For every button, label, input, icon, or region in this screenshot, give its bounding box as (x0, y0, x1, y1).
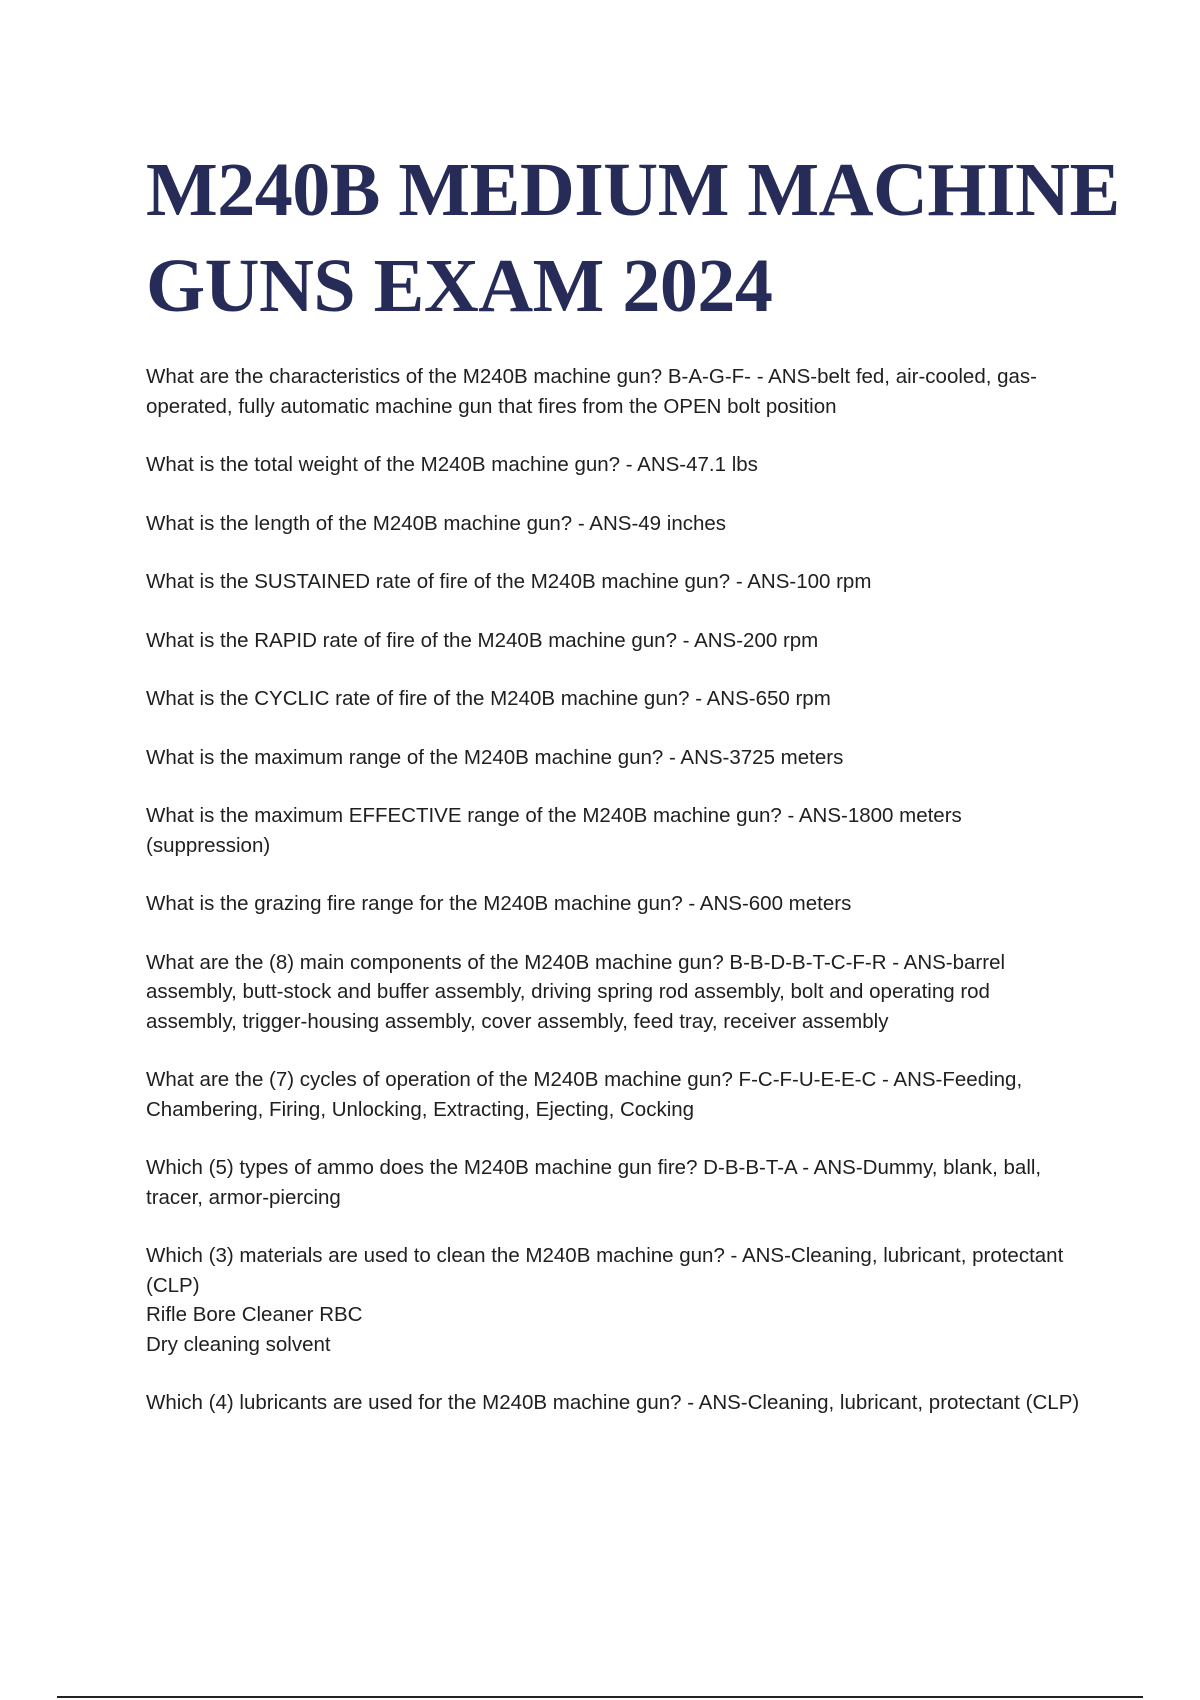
qa-item: Which (4) lubricants are used for the M240B machine gun? - ANS-Cleaning, lubricant, protectant (CLP) (146, 1391, 1080, 1414)
qa-item: What is the SUSTAINED rate of fire of the M240B machine gun? - ANS-100 rpm (146, 570, 872, 593)
qa-item: What is the maximum EFFECTIVE range of the M240B machine gun? - ANS-1800 meters (suppression) (146, 804, 962, 857)
title-line-2: GUNS EXAM 2024 (146, 244, 773, 328)
qa-item: What is the total weight of the M240B machine gun? - ANS-47.1 lbs (146, 453, 758, 476)
question-answer-list (146, 362, 1086, 1447)
qa-item: What is the maximum range of the M240B machine gun? - ANS-3725 meters (146, 745, 844, 769)
title-line-1: M240B MEDIUM MACHINE (146, 148, 1120, 232)
qa-item: Which (5) types of ammo does the M240B machine gun fire? D-B-B-T-A - ANS-Dummy, blank, ball, tracer, armor-piercing (146, 1156, 1042, 1209)
qa-item: What are the characteristics of the M240B machine gun? B-A-G-F- - ANS-belt fed, air-cooled, gas-operated, fully automatic machine gun that fires from the OPEN bolt position (146, 365, 1037, 418)
document-title (146, 142, 1120, 334)
qa-item: What are the (7) cycles of operation of the M240B machine gun? F-C-F-U-E-E-C - ANS-Feeding, Chambering, Firing, Unlocking, Extracting, Ejecting, Cocking (146, 1068, 1023, 1121)
qa-item: What is the CYCLIC rate of fire of the M240B machine gun? - ANS-650 rpm (146, 687, 831, 710)
footer-divider (57, 1696, 1143, 1698)
qa-item: What are the (8) main components of the M240B machine gun? B-B-D-B-T-C-F-R - ANS-barrel assembly, butt-stock and buffer assembly, driving spring rod assembly, bolt and operating rod assembly, trigger-housing assembly, cover assembly, feed tray, receiver assembly (146, 950, 1006, 1033)
qa-item: What is the length of the M240B machine gun? - ANS-49 inches (146, 511, 727, 535)
qa-item: Which (3) materials are used to clean the M240B machine gun? - ANS-Cleaning, lubricant, protectant (CLP) Rifle Bore Cleaner RBC Dry cleaning solvent (146, 1244, 1064, 1356)
qa-item: What is the RAPID rate of fire of the M240B machine gun? - ANS-200 rpm (146, 628, 819, 652)
qa-item: What is the grazing fire range for the M240B machine gun? - ANS-600 meters (146, 892, 852, 915)
